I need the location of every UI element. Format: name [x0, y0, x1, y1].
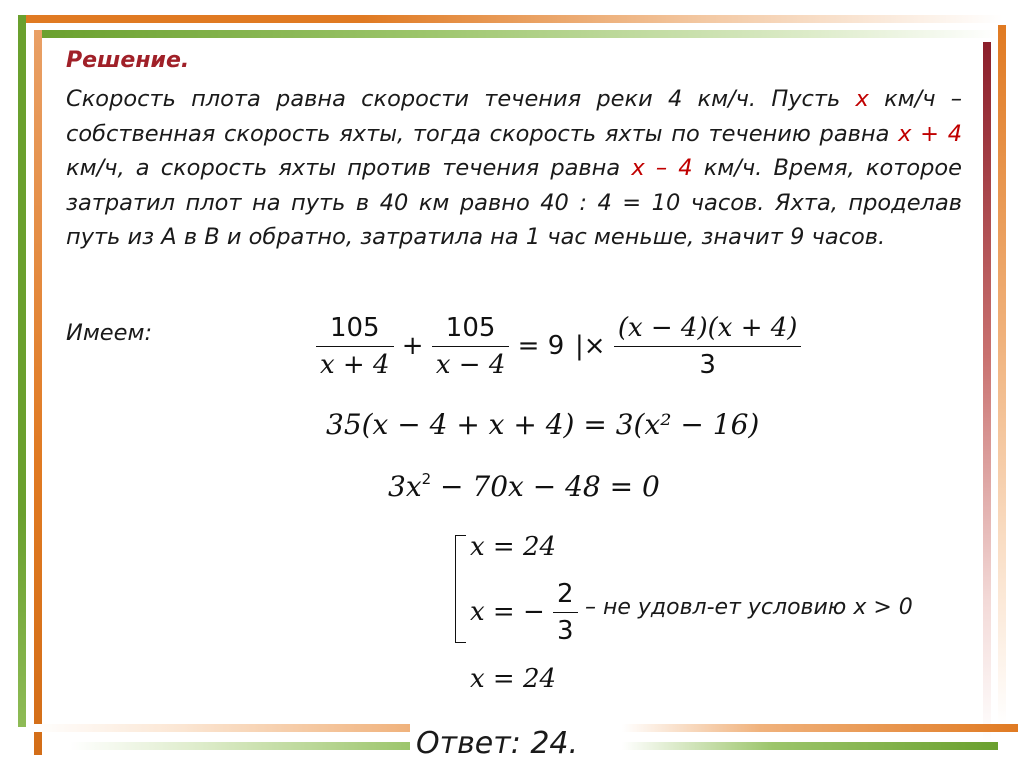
equation-step-2: 35(x − 4 + x + 4) = 3(x² − 16)	[326, 408, 760, 441]
var-x-plus-4: x + 4	[898, 120, 963, 147]
multiplier-num: (x − 4)(x + 4)	[614, 310, 802, 347]
root-2-num: 2	[553, 576, 578, 613]
system-bracket	[455, 535, 466, 643]
root-2-lhs: x = −	[470, 597, 545, 627]
equation-step-3	[388, 470, 660, 503]
var-x: x	[855, 86, 869, 112]
text-part-4: км/ч. Время, которое затратил плот на путь в 40 км равно 40 : 4 = 10 часов. Яхта, проделав путь из А в В и обратно, затратила на 1 час меньше, значит 9 часов.	[66, 155, 962, 250]
decor-bar-left-orange	[34, 30, 42, 755]
final-root: x = 24	[470, 664, 557, 694]
plus-sign: +	[401, 331, 424, 361]
fraction-1-den: x + 4	[320, 350, 390, 380]
answer: Ответ: 24.	[416, 726, 579, 761]
multiplier-den: 3	[699, 350, 716, 380]
decor-bar-right-orange	[998, 25, 1006, 725]
fraction-1-num: 105	[316, 310, 394, 347]
decor-bar-top-green	[38, 30, 998, 38]
fraction-2-den: x − 4	[435, 350, 506, 380]
decor-bar-left-green	[18, 15, 26, 727]
decor-bar-bottom-green-left	[70, 742, 410, 750]
multiplier	[575, 310, 801, 383]
step3-exponent: 2	[421, 470, 432, 488]
decor-bar-right-red	[983, 42, 991, 742]
step3-rest: − 70x − 48 = 0	[431, 470, 660, 503]
solution-text	[66, 82, 962, 255]
text-part-3: км/ч, а скорость яхты против течения равна	[66, 155, 632, 181]
fraction-1	[316, 310, 394, 383]
decor-bar-top-orange	[18, 15, 1003, 23]
root-1: x = 24	[470, 532, 557, 562]
decor-bar-bottom-orange-left	[30, 724, 410, 732]
have-label: Имеем:	[66, 320, 153, 346]
main-equation	[316, 310, 564, 383]
solution-title: Решение.	[66, 48, 190, 73]
text-part-1: Скорость плота равна скорости течения реки 4 км/ч. Пусть	[66, 86, 856, 112]
step3-term: 3x	[388, 470, 422, 503]
root-2-fraction	[553, 576, 578, 649]
fraction-2	[432, 310, 510, 383]
root-2-den: 3	[557, 616, 574, 646]
multiplier-fraction	[614, 310, 802, 383]
decor-bar-bottom-green-right	[622, 742, 998, 750]
fraction-2-num: 105	[432, 310, 510, 347]
equation-rhs: = 9	[517, 331, 565, 361]
multiplier-prefix: |×	[575, 331, 606, 361]
root-2	[470, 576, 578, 649]
decor-bar-bottom-orange-right	[622, 724, 1018, 732]
var-x-minus-4: x – 4	[631, 155, 693, 181]
text-part-2: км/ч – собственная скорость яхты, тогда скорость яхты по течению равна	[66, 86, 962, 147]
root-2-note: – не удовл-ет условию x > 0	[585, 595, 913, 620]
